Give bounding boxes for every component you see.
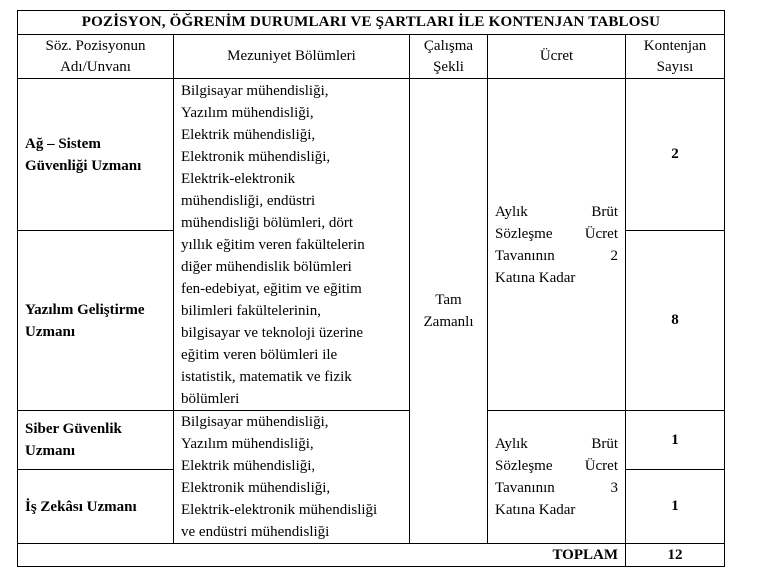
fee-word: Ücret [584,225,618,242]
header-position-line1: Söz. Pozisyonun [45,37,146,54]
quota-cell: 2 [626,79,725,231]
fee-line [495,223,618,245]
position-name-line: Yazılım Geliştirme [25,301,145,318]
position-cell [18,470,174,544]
department-line: Elektrik-elektronik mühendisliği [181,502,378,518]
total-row [18,544,725,567]
quota-cell: 1 [626,411,725,470]
table-title: POZİSYON, ÖĞRENİM DURUMLARI VE ŞARTLARI İLE KONTENJAN TABLOSU [18,11,725,35]
department-line: Elektronik mühendisliği, [181,480,331,496]
department-line: Bilgisayar mühendisliği, [181,82,329,99]
department-line: fen-edebiyat, eğitim ve eğitim [181,280,362,297]
fee-word: Brüt [591,436,618,452]
fee-line [495,433,618,455]
table-row [18,411,725,470]
quota-cell: 8 [626,231,725,411]
department-line: Elektrik-elektronik [181,170,296,187]
fee-line [495,477,618,499]
work-type-line: Tam [435,292,462,308]
fee-text [495,433,618,521]
header-position-line2: Adı/Unvanı [60,58,131,75]
department-line: Yazılım mühendisliği, [181,104,314,121]
fee-word: Tavanının [495,247,555,264]
fee-word: Sözleşme [495,225,553,242]
fee-line [495,267,618,289]
department-line: mühendisliği bölümleri, dört [181,214,354,231]
position-name-line: Uzmanı [25,323,75,340]
department-line: eğitim veren bölümleri ile [181,346,338,363]
department-line: Elektrik mühendisliği, [181,458,316,474]
fee-cell [488,411,626,544]
position-cell [18,79,174,231]
position-name-line: Uzmanı [25,443,75,459]
department-line: yıllık eğitim veren fakültelerin [181,236,365,253]
fee-word: Brüt [591,203,618,220]
header-work-type-line2: Şekli [433,58,464,75]
fee-line [495,499,618,521]
position-name-line: Güvenliği Uzmanı [25,157,142,174]
table-row [18,79,725,231]
position-name-line: Siber Güvenlik [25,421,122,437]
departments-cell [174,411,410,544]
fee-word: 2 [610,247,618,264]
header-departments: Mezuniyet Bölümleri [174,35,410,79]
department-line: Yazılım mühendisliği, [181,436,314,452]
position-name-line: Ağ – Sistem [25,135,101,152]
header-fee: Ücret [488,35,626,79]
fee-word: Aylık [495,436,528,452]
department-line: mühendisliği, endüstri [181,192,316,209]
fee-cell [488,79,626,411]
fee-line [495,245,618,267]
total-value: 12 [626,544,725,567]
departments-list [181,80,402,410]
quota-cell: 1 [626,470,725,544]
fee-word: 3 [610,480,618,496]
header-quota-line2: Sayısı [656,58,694,75]
department-line: diğer mühendislik bölümleri [181,258,352,275]
fee-line [495,455,618,477]
departments-cell [174,79,410,411]
fee-text [495,201,618,289]
fee-word: Katına Kadar [495,502,576,518]
total-label: TOPLAM [18,544,626,567]
header-work-type-line1: Çalışma [423,37,474,54]
quota-table [17,10,725,567]
work-type-line: Zamanlı [423,314,474,330]
fee-word: Aylık [495,203,528,220]
fee-line [495,201,618,223]
department-line: istatistik, matematik ve fizik [181,368,352,385]
fee-word: Tavanının [495,480,555,496]
header-quota [626,35,725,79]
header-row [18,35,725,79]
table-title-row [18,11,725,35]
department-line: Elektrik mühendisliği, [181,126,316,143]
department-line: bilimleri fakültelerinin, [181,302,321,319]
work-type-cell [410,79,488,544]
fee-word: Sözleşme [495,458,553,474]
fee-word: Ücret [584,458,618,474]
header-position [18,35,174,79]
departments-list [181,411,402,543]
position-name-line: İş Zekâsı Uzmanı [25,498,137,515]
fee-word: Katına Kadar [495,269,576,286]
department-line: bölümleri [181,390,240,407]
department-line: Bilgisayar mühendisliği, [181,414,329,430]
department-line: bilgisayar ve teknoloji üzerine [181,324,364,341]
header-work-type [410,35,488,79]
header-quota-line1: Kontenjan [643,37,707,54]
position-cell [18,231,174,411]
department-line: ve endüstri mühendisliği [181,524,330,540]
department-line: Elektronik mühendisliği, [181,148,331,165]
position-cell [18,411,174,470]
